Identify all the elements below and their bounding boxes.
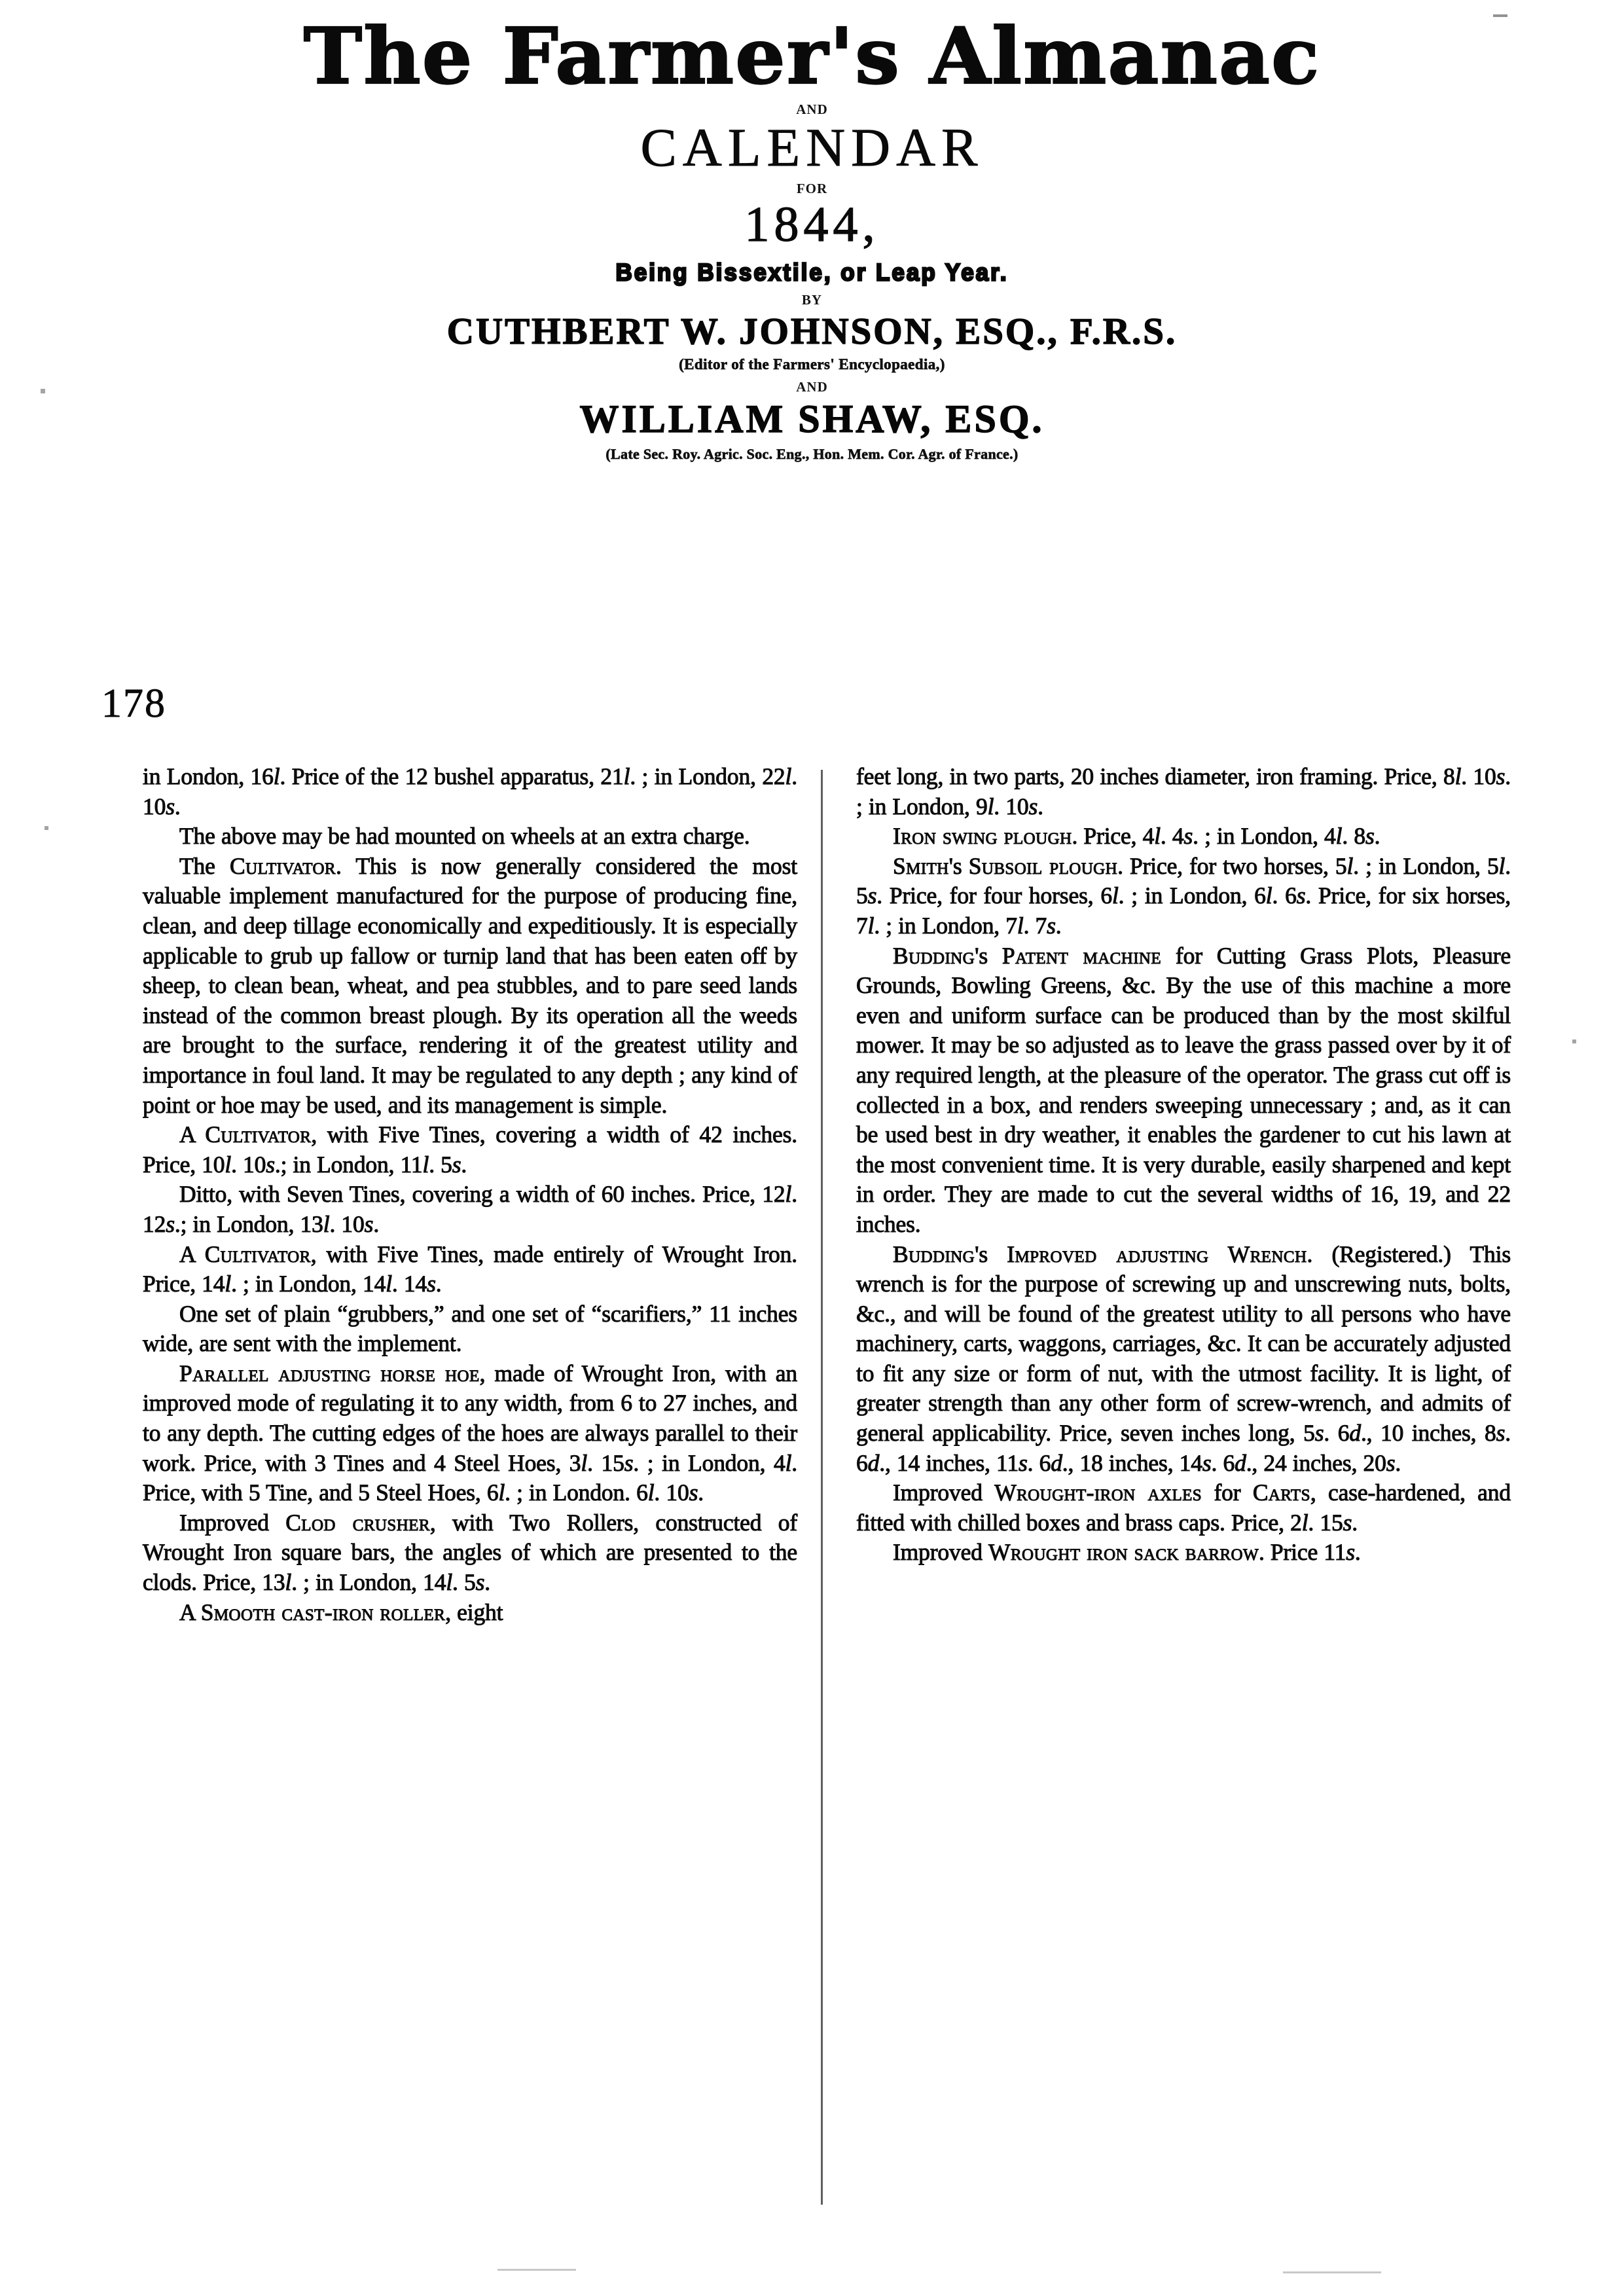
connector-and-first: AND — [796, 101, 828, 118]
scan-speck-right-edge — [1572, 1039, 1576, 1043]
paragraph: Improved Wrought iron sack barrow. Price 11s. — [893, 1539, 1361, 1566]
body-columns — [143, 762, 1511, 1627]
paragraph: A Smooth cast-iron roller, eight — [179, 1599, 503, 1625]
scan-edge-tick-bottom-right — [1283, 2271, 1381, 2273]
paragraph: feet long, in two parts, 20 inches diameter, iron framing. Price, 8l. 10s. ; in London, 9l. 10s. — [856, 763, 1511, 820]
author-credentials-primary: (Editor of the Farmers' Encyclopaedia,) — [679, 356, 945, 373]
right-column — [856, 762, 1511, 1627]
connector-for: FOR — [796, 181, 828, 197]
year-heading: 1844, — [744, 197, 880, 253]
paragraph: Improved Clod crusher, with Two Rollers, constructed of Wrought Iron square bars, the angles of which are presented to the clods. Price, 13l. ; in London, 14l. 5s. — [143, 1509, 798, 1596]
author-name-primary: CUTHBERT W. JOHNSON, ESQ., F.R.S. — [446, 311, 1178, 353]
bissextile-subtitle: Being Bissextile, or Leap Year. — [615, 259, 1009, 287]
paragraph: A Cultivator, with Five Tines, made entirely of Wrought Iron. Price, 14l. ; in London, 14l. 14s. — [143, 1240, 797, 1297]
page-number: 178 — [101, 681, 166, 726]
paragraph: in London, 16l. Price of the 12 bushel apparatus, 21l. ; in London, 22l. 10s. — [143, 763, 797, 820]
scan-speck-left-lower — [45, 826, 48, 830]
paragraph: Ditto, with Seven Tines, covering a width of 60 inches. Price, 12l. 12s.; in London, 13l. 10s. — [143, 1181, 797, 1237]
scan-edge-tick-bottom — [497, 2269, 576, 2271]
paragraph: Iron swing plough. Price, 4l. 4s. ; in London, 4l. 8s. — [893, 823, 1380, 850]
almanac-title: The Farmer's Almanac — [303, 10, 1321, 101]
author-name-secondary: WILLIAM SHAW, ESQ. — [579, 397, 1045, 441]
paragraph: Budding's Improved adjusting Wrench. (Registered.) This wrench is for the purpose of screwing up and unscrewing nuts, bolts, &c., and will be found of the greatest utility to all persons who have machinery, carts, waggons, carriages, &c. It can be accurately adjusted to fit any size or form of nut, with the utmost facility. It is light, of greater strength than any other form of screw-wrench, and admits of general applicability. Price, seven inches long, 5s. 6d., 10 inches, 8s. 6d., 14 inches, 11s. 6d., 18 inches, 14s. 6d., 24 inches, 20s. — [856, 1240, 1511, 1476]
left-column — [143, 762, 797, 1627]
author-credentials-secondary: (Late Sec. Roy. Agric. Soc. Eng., Hon. Mem. Cor. Agr. of France.) — [605, 446, 1019, 463]
paragraph: Parallel adjusting horse hoe, made of Wrought Iron, with an improved mode of regulating it to any width, from 6 to 27 inches, and to any depth. The cutting edges of the hoes are always parallel to their work. Price, with 3 Tines and 4 Steel Hoes, 3l. 15s. ; in London, 4l. Price, with 5 Tine, and 5 Steel Hoes, 6l. ; in London. 6l. 10s. — [143, 1360, 798, 1506]
paragraph: Improved Wrought-iron axles for Carts, case-hardened, and fitted with chilled boxes and brass caps. Price, 2l. 15s. — [856, 1479, 1511, 1536]
paragraph: One set of plain “grubbers,” and one set of “scarifiers,” 11 inches wide, are sent with the implement. — [143, 1300, 797, 1357]
paragraph: The above may be had mounted on wheels at an extra charge. — [179, 823, 750, 850]
masthead — [0, 10, 1624, 463]
paragraph: The Cultivator. This is now generally considered the most valuable implement manufactured for the purpose of producing fine, clean, and deep tillage economically and expeditiously. It is especially applicable to grub up fallow or turnip land that has been eaten off by sheep, to clean bean, wheat, and pea stubbles, and to pare seed lands instead of the common breast plough. By its operation all the weeds are brought to the surface, rendering it of the greatest utility and importance in foul land. It may be regulated to any depth ; any kind of point or hoe may be used, and its management is simple. — [143, 852, 797, 1118]
paragraph: A Cultivator, with Five Tines, covering a width of 42 inches. Price, 10l. 10s.; in London, 11l. 5s. — [143, 1121, 797, 1178]
calendar-heading: CALENDAR — [640, 117, 984, 178]
paragraph: Smith's Subsoil plough. Price, for two horses, 5l. ; in London, 5l. 5s. Price, for four horses, 6l. ; in London, 6l. 6s. Price, for six horses, 7l. ; in London, 7l. 7s. — [856, 852, 1511, 939]
connector-by: BY — [801, 292, 823, 308]
paragraph: Budding's Patent machine for Cutting Grass Plots, Pleasure Grounds, Bowling Greens, &c. By the use of this machine a more even and uniform surface can be produced than by the most skilful mower. It may be so adjusted as to leave the grass passed over by it of any required length, at the pleasure of the operator. The grass cut off is collected in a box, and renders sweeping unnecessary ; and, as it can be used best in dry weather, it enables the gardener to cut his lawn at the most convenient time. It is very durable, easily sharpened and kept in order. They are made to cut the several widths of 16, 19, and 22 inches. — [856, 942, 1511, 1237]
connector-and-second: AND — [796, 379, 828, 395]
